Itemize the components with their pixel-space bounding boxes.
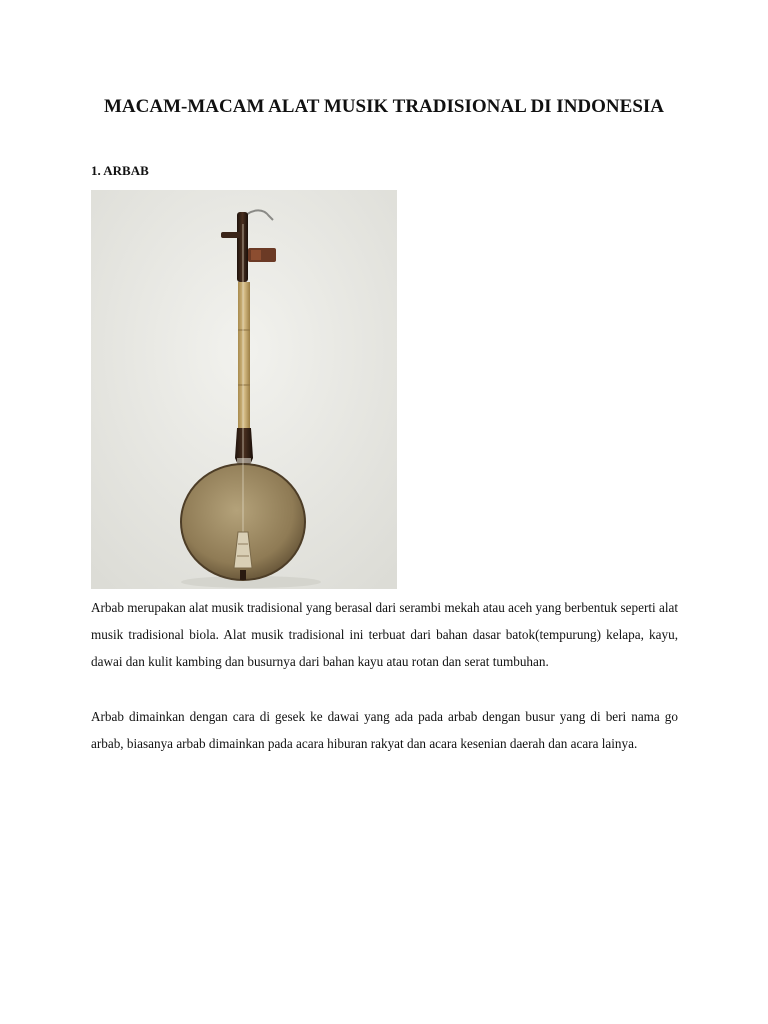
pegbox: [237, 212, 248, 282]
section-heading: 1. ARBAB: [91, 163, 149, 178]
page-title: MACAM-MACAM ALAT MUSIK TRADISIONAL DI INDONESIA: [103, 96, 665, 117]
arbab-photo: [91, 190, 397, 589]
paragraph-1: Arbab merupakan alat musik tradisional yang berasal dari serambi mekah atau aceh yang berbentuk seperti alat musik tradisional biola. Alat musik tradisional ini terbuat dari bahan dasar batok(tempurung) kelapa, kayu, dawai dan kulit kambing dan busurnya dari bahan kayu atau rotan dan serat tumbuhan.: [91, 600, 678, 669]
paragraph-2: Arbab dimainkan dengan cara di gesek ke dawai yang ada pada arbab dengan busur yang di beri nama go arbab, biasanya arbab dimainkan pada acara hiburan rakyat dan acara kesenian daerah dan acara lainya.: [91, 709, 678, 751]
bamboo-neck: [238, 282, 250, 430]
arbab-instrument-illustration: [91, 190, 397, 589]
